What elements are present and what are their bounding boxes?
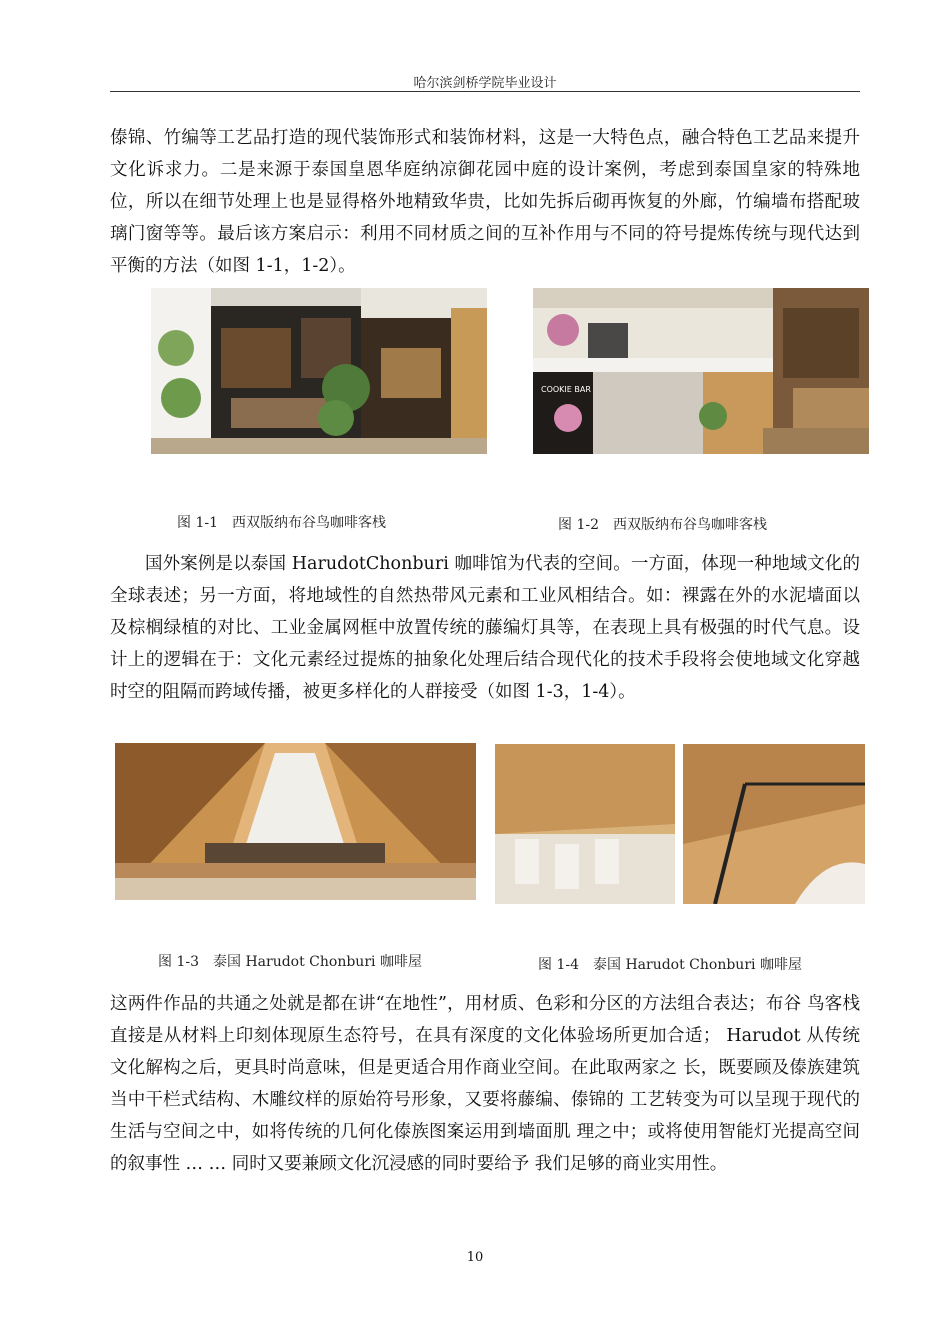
figure-1-4-photo (495, 744, 865, 904)
figure-1-2-photo (533, 288, 869, 454)
cookie-bar-sign: COOKIE BAR (541, 385, 591, 394)
paragraph-3: 这两件作品的共通之处就是都在讲“在地性”，用材质、色彩和分区的方法组合表达；布谷 鸟客栈直接是从材料上印刻体现原生态符号，在具有深度的文化体验场所更加合适； Harudot 从传统文化解构之后，更具时尚意味，但是更适合用作商业空间。在此取两家之 长，既要顾及傣族建筑当中干栏式结构、木雕纹样的原始符号形象，又要将藤编、傣锦的 工艺转变为可以呈现于现代的生活与空间之中，如将传统的几何化傣族图案运用到墙面肌 理之中；或将使用智能灯光提高空间的叙事性 … … 同时又要兼顾文化沉浸感的同时要给予 我们足够的商业实用性。 (110, 994, 860, 1174)
caption-1-3: 图 1-3 泰国 Harudot Chonburi 咖啡屋 (158, 954, 422, 970)
paragraph-1: 傣锦、竹编等工艺品打造的现代装饰形式和装饰材料，这是一大特色点，融合特色工艺品来提升文化诉求力。二是来源于泰国皇恩华庭纳凉御花园中庭的设计案例，考虑到泰国皇家的特殊地位，所以在细节处理上也是显得格外地精致华贵，比如先拆后砌再恢复的外廊，竹编墙布搭配玻璃门窗等等。最后该方案启示：利用不同材质之间的互补作用与不同的符号提炼传统与现代达到平衡的方法（如图 1-1，1-2）。 (110, 128, 860, 276)
page-header: 哈尔滨剑桥学院毕业设计 (413, 76, 557, 91)
caption-1-1: 图 1-1 西双版纳布谷鸟咖啡客栈 (177, 515, 386, 531)
paragraph-2: 国外案例是以泰国 HarudotChonburi 咖啡馆为代表的空间。一方面，体现一种地域文化的全球表述；另一方面，将地域性的自然热带风元素和工业风相结合。如：裸露在外的水泥墙面以及棕榈绿植的对比、工业金属网框中放置传统的藤编灯具等，在表现上具有极强的时代气息。设计上的逻辑在于：文化元素经过提炼的抽象化处理后结合现代化的技术手段将会使地域文化穿越时空的阻隔而跨域传播，被更多样化的人群接受（如图 1-3，1-4）。 (110, 554, 860, 702)
figure-1-3-photo (115, 743, 476, 900)
header-rule (110, 91, 860, 92)
figure-1-1-photo (151, 288, 487, 454)
page-number: 10 (466, 1250, 484, 1265)
caption-1-4: 图 1-4 泰国 Harudot Chonburi 咖啡屋 (538, 957, 802, 973)
caption-1-2: 图 1-2 西双版纳布谷鸟咖啡客栈 (558, 517, 767, 533)
